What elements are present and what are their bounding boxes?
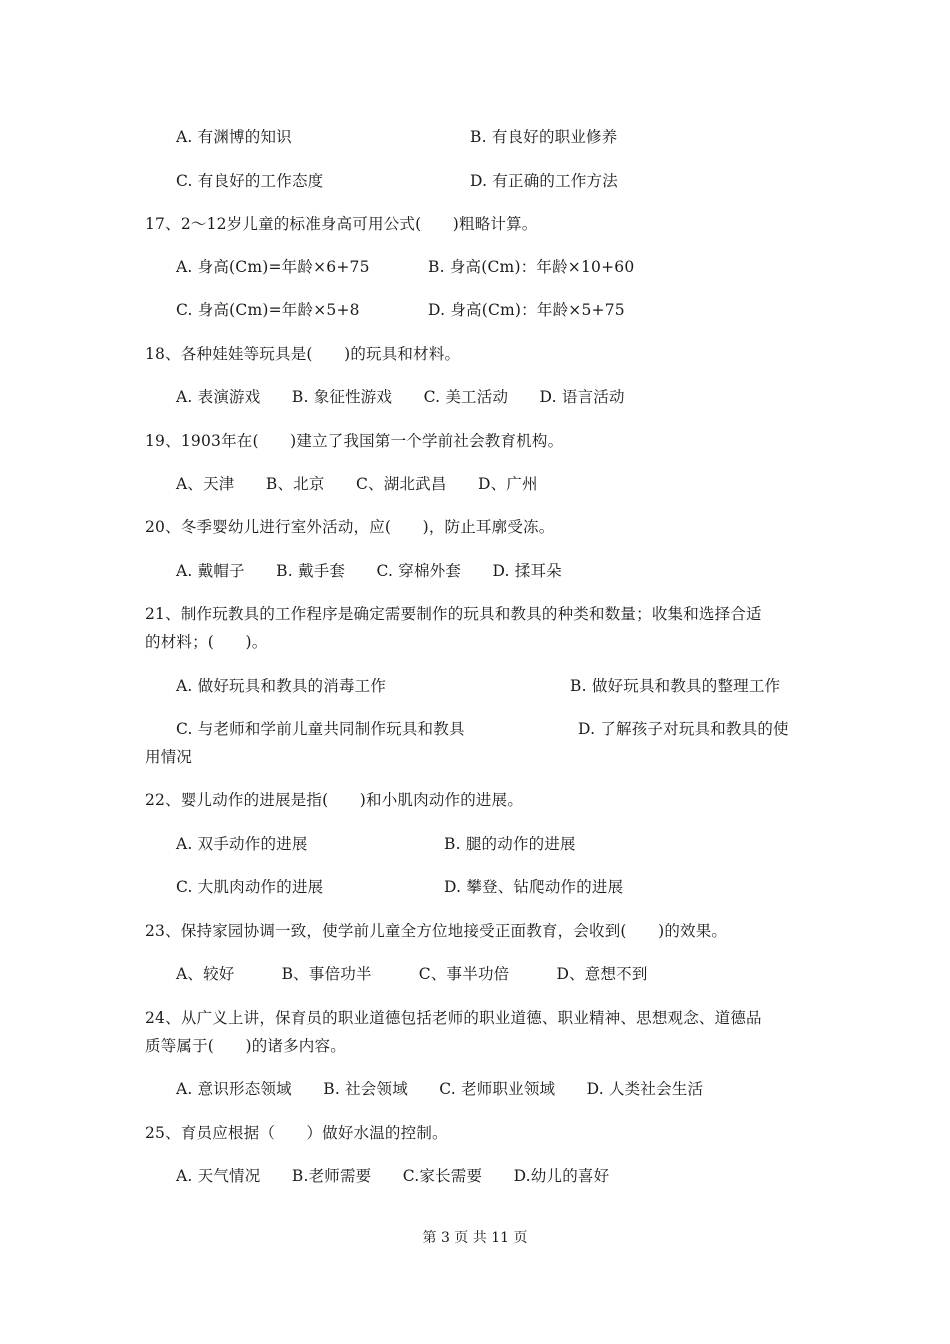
- question-21-option-c: C. 与老师和学前儿童共同制作玩具和教具: [176, 720, 465, 738]
- question-21-option-d: D. 了解孩子对玩具和教具的使: [578, 720, 789, 738]
- question-24-stem-line1: 24、从广义上讲，保育员的职业道德包括老师的职业道德、职业精神、思想观念、道德品: [145, 1009, 762, 1027]
- option-c: C. 有良好的工作态度: [176, 172, 324, 190]
- question-21-option-b: B. 做好玩具和教具的整理工作: [570, 677, 781, 695]
- question-20-options: A. 戴帽子 B. 戴手套 C. 穿棉外套 D. 揉耳朵: [176, 562, 562, 580]
- question-17-option-c: C. 身高(Cm)=年龄×5+8: [176, 301, 360, 319]
- question-23-options: A、较好 B、事倍功半 C、事半功倍 D、意想不到: [176, 965, 648, 983]
- question-20-stem: 20、冬季婴幼儿进行室外活动，应( )，防止耳廓受冻。: [145, 518, 555, 536]
- question-24-options: A. 意识形态领域 B. 社会领域 C. 老师职业领域 D. 人类社会生活: [176, 1080, 704, 1098]
- question-17-option-d: D. 身高(Cm)：年龄×5+75: [428, 301, 625, 319]
- question-22-option-a: A. 双手动作的进展: [176, 835, 308, 853]
- question-22-option-d: D. 攀登、钻爬动作的进展: [444, 878, 624, 896]
- question-18-options: A. 表演游戏 B. 象征性游戏 C. 美工活动 D. 语言活动: [176, 388, 625, 406]
- page-footer: 第 3 页 共 11 页: [422, 1230, 528, 1246]
- question-18-stem: 18、各种娃娃等玩具是( )的玩具和材料。: [145, 345, 461, 363]
- question-22-option-b: B. 腿的动作的进展: [444, 835, 576, 853]
- option-a: A. 有渊博的知识: [176, 128, 292, 146]
- question-19-options: A、天津 B、北京 C、湖北武昌 D、广州: [176, 475, 538, 493]
- question-25-stem: 25、育员应根据（ ）做好水温的控制。: [145, 1124, 448, 1142]
- question-17-stem: 17、2～12岁儿童的标准身高可用公式( )粗略计算。: [145, 215, 538, 233]
- question-17-option-a: A. 身高(Cm)=年龄×6+75: [176, 258, 370, 276]
- question-22-stem: 22、婴儿动作的进展是指( )和小肌肉动作的进展。: [145, 791, 524, 809]
- question-19-stem: 19、1903年在( )建立了我国第一个学前社会教育机构。: [145, 432, 564, 450]
- option-d: D. 有正确的工作方法: [470, 172, 618, 190]
- question-22-option-c: C. 大肌肉动作的进展: [176, 878, 324, 896]
- question-21-stem-line1: 21、制作玩教具的工作程序是确定需要制作的玩具和教具的种类和数量；收集和选择合适: [145, 605, 762, 623]
- question-21-option-a: A. 做好玩具和教具的消毒工作: [176, 677, 387, 695]
- question-21-stem-line2: 的材料；( )。: [145, 633, 268, 651]
- question-17-option-b: B. 身高(Cm)：年龄×10+60: [428, 258, 635, 276]
- question-25-options: A. 天气情况 B.老师需要 C.家长需要 D.幼儿的喜好: [176, 1167, 610, 1185]
- question-23-stem: 23、保持家园协调一致，使学前儿童全方位地接受正面教育，会收到( )的效果。: [145, 922, 728, 940]
- option-b: B. 有良好的职业修养: [470, 128, 618, 146]
- question-21-option-d-wrap: 用情况: [145, 748, 193, 766]
- question-24-stem-line2: 质等属于( )的诸多内容。: [145, 1037, 346, 1055]
